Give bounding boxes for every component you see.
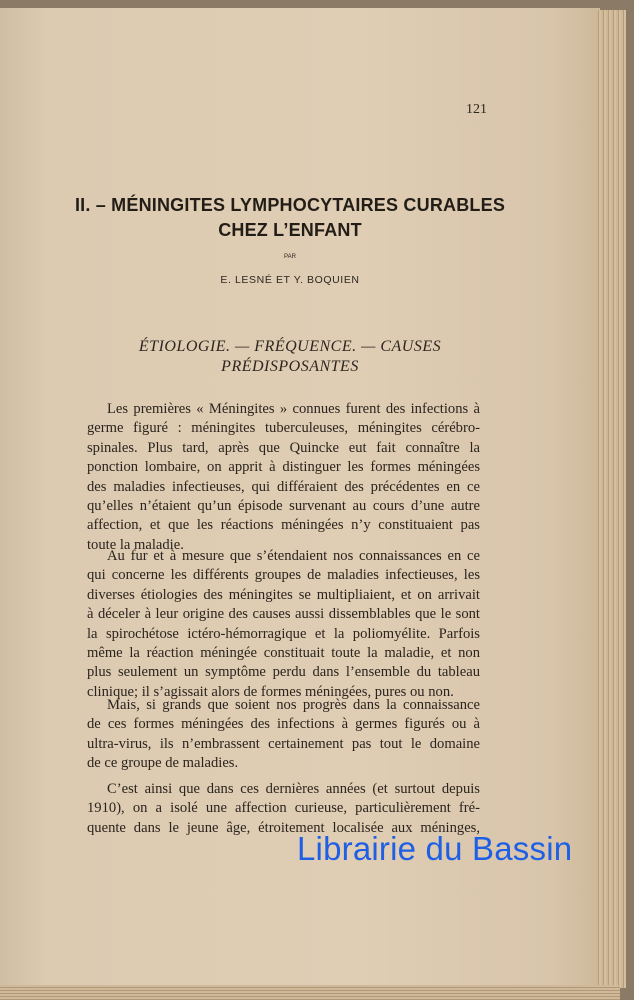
paragraph-2-line: qui concerne les différents groupes de maladies infectieuses, les bbox=[87, 567, 480, 584]
by-label: PAR bbox=[284, 254, 296, 260]
page-edges bbox=[596, 10, 626, 988]
page-number: 121 bbox=[466, 102, 487, 117]
section-heading-line-1: ÉTIOLOGIE. — FRÉQUENCE. — CAUSES bbox=[138, 338, 442, 355]
paragraph-1-line: ponction lombaire, on apprit à distinguer les formes méningées bbox=[87, 459, 480, 476]
paragraph-2-line: diverses étiologies des méningites se multipliaient, et on arrivait bbox=[87, 586, 480, 603]
paragraph-3-line: de ces formes méningées des infections à germes figurés ou à bbox=[87, 716, 480, 733]
paragraph-2-line: la spirochétose ictéro-hémorragique et la poliomyélite. Parfois bbox=[87, 625, 480, 642]
paragraph-1-line: affection, et que les réactions méningées n’y constituaient pas bbox=[87, 517, 480, 534]
paragraph-1-line: qu’elles n’étaient qu’un épisode survenant au cours d’une autre bbox=[87, 498, 480, 514]
paragraph-2-line: à déceler à leur origine des causes aussi dissemblables que le sont bbox=[87, 606, 480, 623]
paragraph-1-line: des maladies infectieuses, qui différaient des précédentes en ce bbox=[87, 478, 480, 495]
chapter-title-line-1: II. – MÉNINGITES LYMPHOCYTAIRES CURABLES bbox=[74, 195, 506, 215]
paragraph-1-line: Les premières « Méningites » connues furent des infections à bbox=[107, 401, 480, 417]
paragraph-4-line: quente dans le jeune âge, étroitement localisée aux méninges, bbox=[87, 819, 480, 836]
watermark: Librairie du Bassin bbox=[297, 830, 573, 867]
paragraph-3-line: Mais, si grands que soient nos progrès dans la connaissance bbox=[107, 697, 480, 713]
paragraph-2-line: clinique; il s’agissait alors de formes méningées, pures ou non. bbox=[87, 683, 454, 700]
paragraph-4-line: C’est ainsi que dans ces dernières années (et surtout depuis bbox=[107, 781, 480, 797]
paragraph-2-line: plus seulement un symptôme perdu dans l’ensemble du tableau bbox=[87, 664, 480, 681]
section-heading-line-2: PRÉDISPOSANTES bbox=[221, 358, 359, 375]
chapter-title-line-2: CHEZ L’ENFANT bbox=[218, 220, 362, 240]
paragraph-3-line: ultra-virus, ils n’embrassent certainement pas tout le domaine bbox=[87, 735, 480, 752]
paragraph-1-line: toute la maladie. bbox=[87, 536, 184, 553]
authors: E. LESNÉ ET Y. BOQUIEN bbox=[220, 274, 360, 286]
paragraph-1-line: germe figuré : méningites tuberculeuses, méningites cérébro- bbox=[87, 420, 480, 437]
paragraph-1-line: spinales. Plus tard, après que Quincke eut fait connaître la bbox=[87, 439, 480, 456]
paragraph-2-line: même la réaction méningée constituait toute la maladie, et non bbox=[87, 645, 480, 661]
paragraph-4-line: 1910), on a isolé une affection curieuse, particulièrement fré- bbox=[87, 800, 480, 817]
page-bottom-edge bbox=[0, 985, 620, 1000]
paragraph-3-line: de ce groupe de maladies. bbox=[87, 755, 239, 772]
paragraph-2-line: Au fur et à mesure que s’étendaient nos connaissances en ce bbox=[107, 548, 480, 564]
